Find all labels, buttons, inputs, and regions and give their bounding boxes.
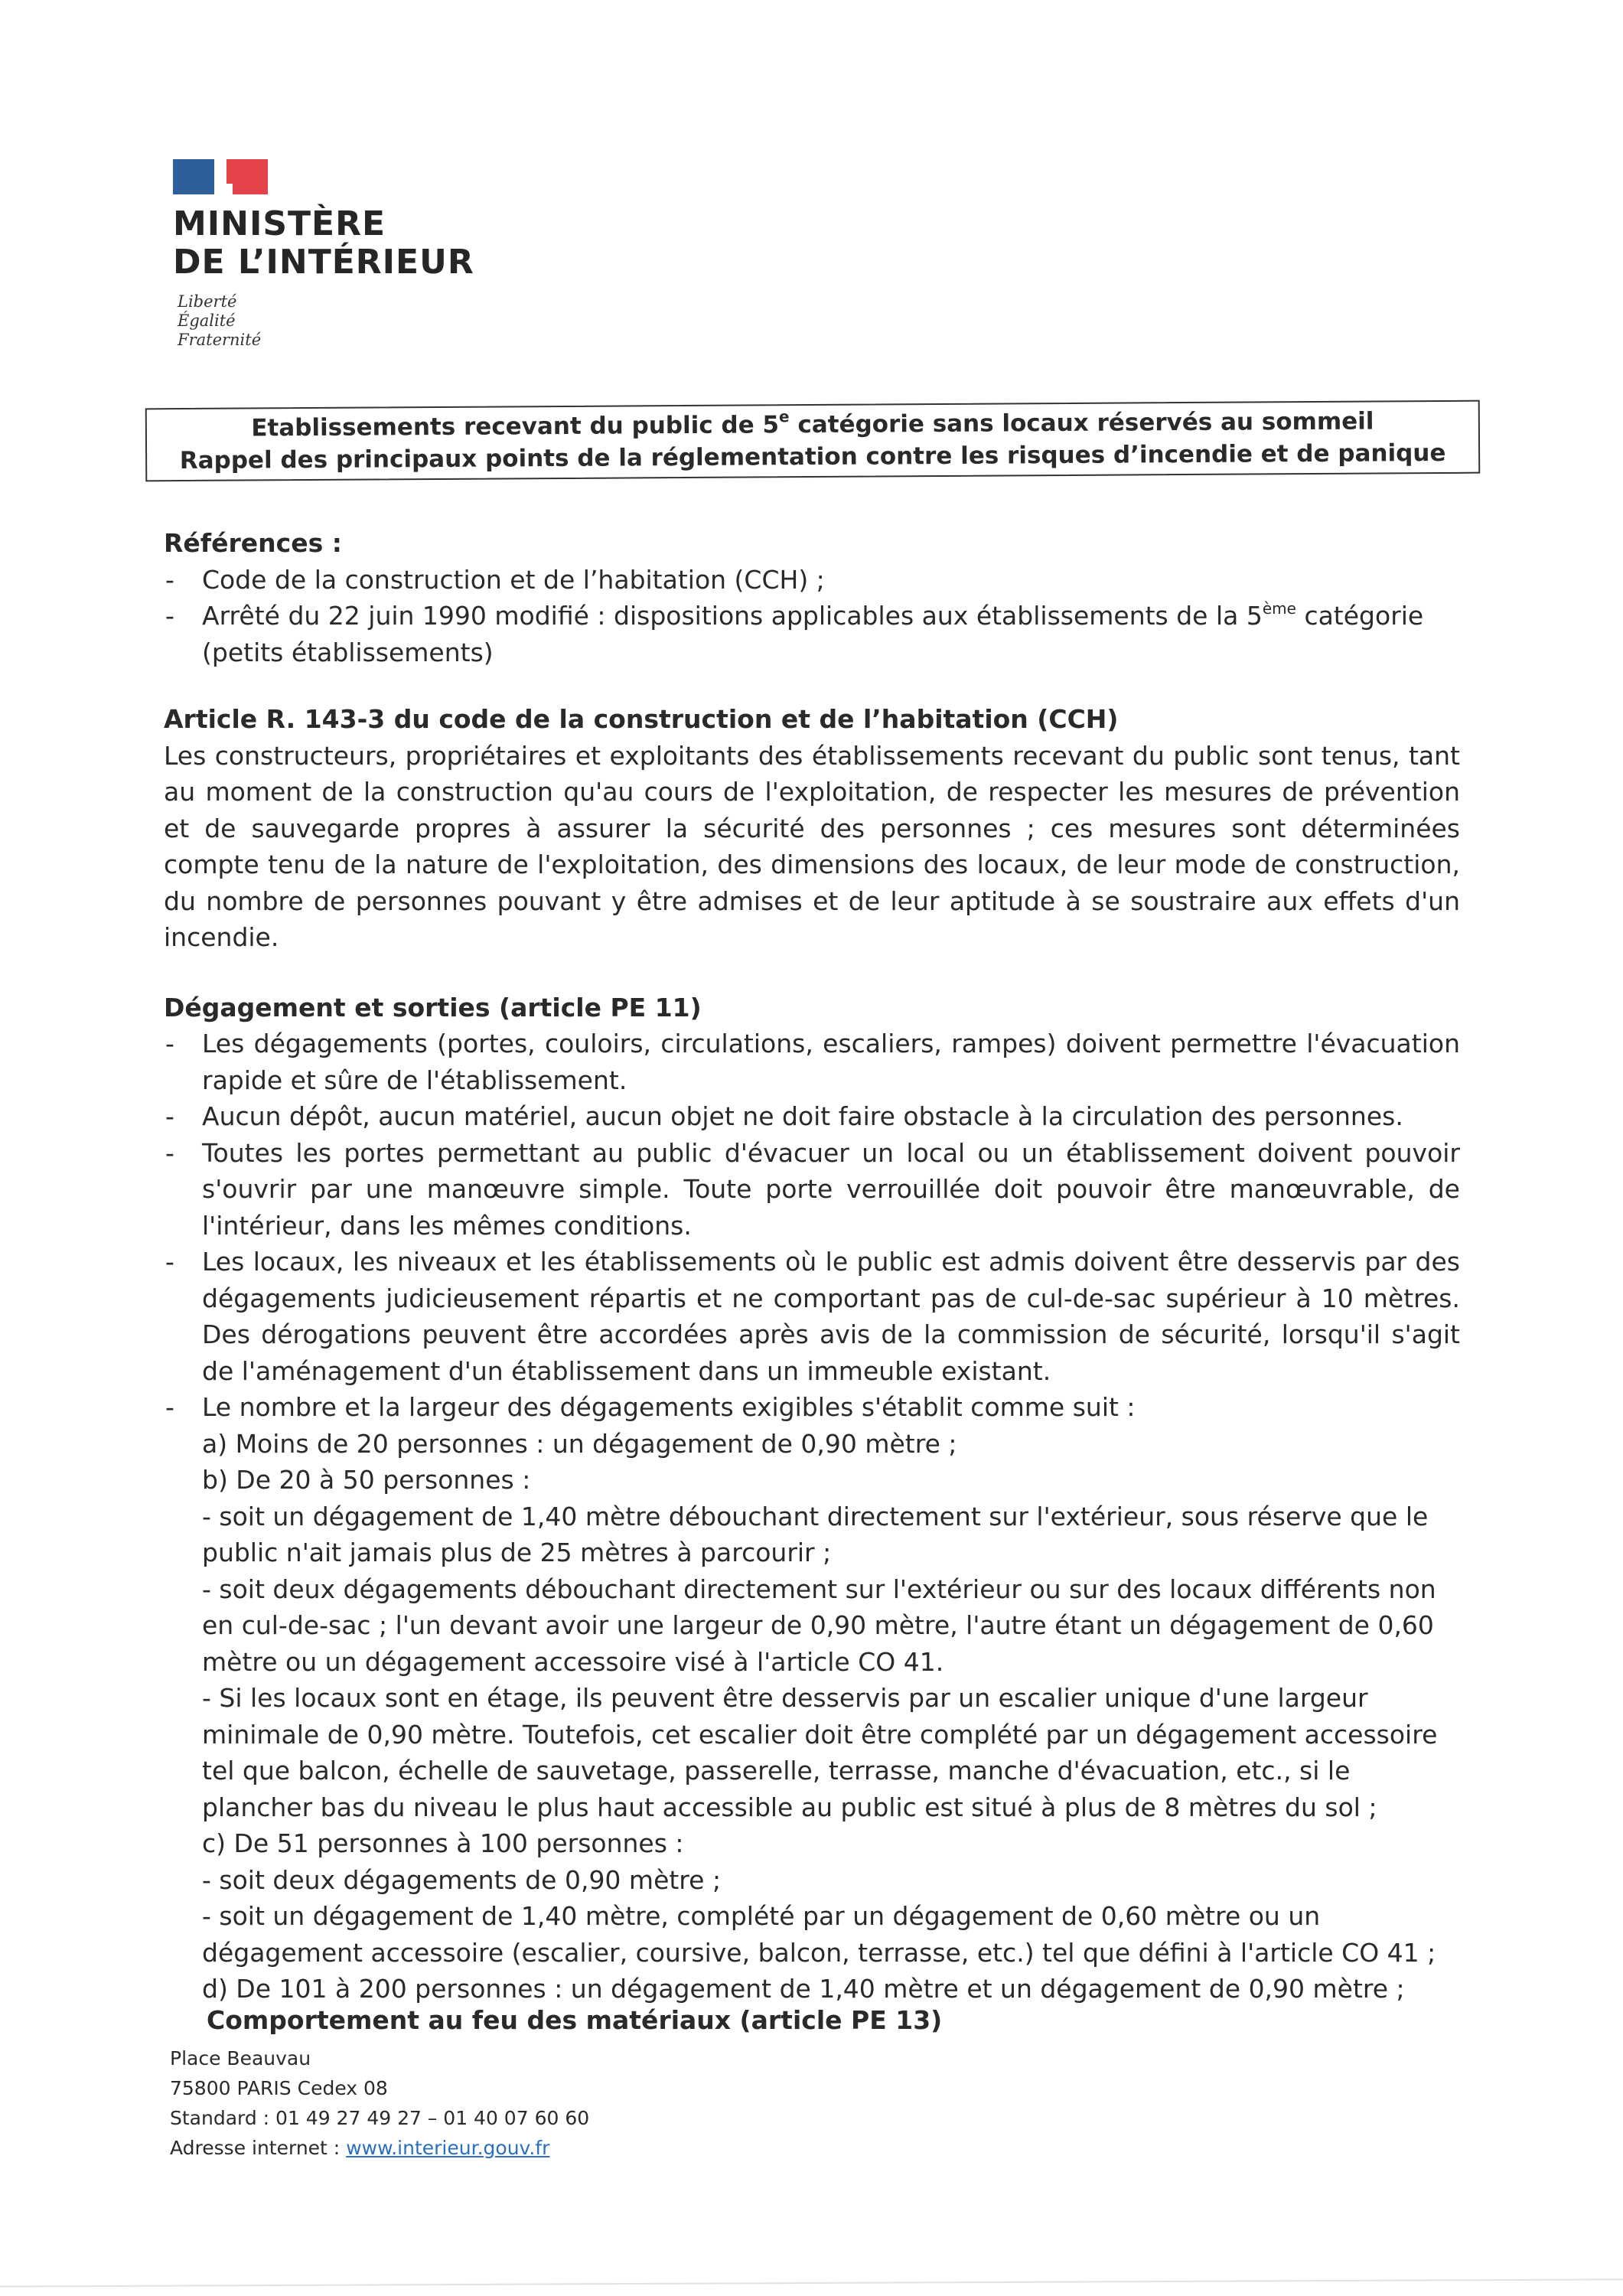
document-title-box [145, 400, 1481, 482]
motto-liberte: Liberté [178, 292, 237, 311]
document-body [164, 525, 1460, 2007]
article-r143-body: Les constructeurs, propriétaires et exploitants des établissements recevant du public sont tenus, tant au moment de la construction qu'au cours de l'exploitation, de respecter les mesures de prévention et de sauvegarde propres à assurer la sécurité des personnes ; ces mesures sont déterminées compte tenu de la nature de l'exploitation, des dimensions des locaux, de leur mode de construction, du nombre de personnes pouvant y être admises et de leur aptitude à se soustraire aux effets d'un incendie. [164, 740, 1460, 952]
title-superscript: e [778, 407, 790, 426]
ministry-line-1: MINISTÈRE [173, 204, 386, 243]
capacity-rule-c-option-2: - soit un dégagement de 1,40 mètre, complété par un dégagement de 0,60 mètre ou un dégagement accessoire (escalier, coursive, balcon, terrasse, etc.) tel que défini à l'article CO 41 ; [202, 1901, 1436, 1968]
degagement-item-text: Le nombre et la largeur des dégagements exigibles s'établit comme suit : [202, 1392, 1136, 1422]
republic-motto [178, 292, 261, 350]
reference-text: Arrêté du 22 juin 1990 modifié : dispositions applicables aux établissements de la 5 [202, 601, 1263, 631]
degagement-item: - Toutes les portes permettant au public d'évacuer un local ou un établissement doivent pouvoir s'ouvrir par une manœuvre simple. Toute porte verrouillée doit pouvoir être manœuvrable, de l'intérieur, dans les mêmes conditions. [164, 1135, 1460, 1244]
scan-edge-line [0, 2278, 1623, 2287]
capacity-rule-b-floors: - Si les locaux sont en étage, ils peuvent être desservis par un escalier unique d'une largeur minimale de 0,90 mètre. Toutefois, cet escalier doit être complété par un dégagement accessoire tel que balcon, échelle de sauvetage, passerelle, terrasse, manche d'évacuation, etc., si le plancher bas du niveau le plus haut accessible au public est situé à plus de 8 mètres du sol ; [202, 1683, 1438, 1822]
degagement-item: - Aucun dépôt, aucun matériel, aucun objet ne doit faire obstacle à la circulation des personnes. [164, 1098, 1460, 1135]
comportement-heading: Comportement au feu des matériaux (article PE 13) [207, 2005, 943, 2035]
motto-fraternite: Fraternité [178, 331, 262, 349]
marianne-flag-icon [173, 159, 268, 194]
capacity-rule-a: a) Moins de 20 personnes : un dégagement de 0,90 mètre ; [202, 1428, 957, 1459]
footer-website-label: Adresse internet : [170, 2137, 347, 2159]
references-list [164, 562, 1460, 671]
flag-red-block [227, 159, 268, 194]
degagement-item: - Les locaux, les niveaux et les établissements où le public est admis doivent être desservis par des dégagements judicieusement répartis et ne comportant pas de cul-de-sac supérieur à 10 mètres. Des dérogations peuvent être accordées après avis de la commission de sécurité, lorsqu'il s'agit de l'aménagement d'un établissement dans un immeuble existant. [164, 1244, 1460, 1389]
title-line-2: Rappel des principaux points de la réglementation contre les risques d’incendie et de panique [179, 439, 1446, 475]
title-line-1-text: Etablissements recevant du public de 5 [251, 411, 780, 442]
flag-blue-block [173, 159, 214, 194]
footer-contact [170, 2043, 589, 2163]
capacity-rule-c: c) De 51 personnes à 100 personnes : [202, 1828, 684, 1858]
capacity-rule-b: b) De 20 à 50 personnes : [202, 1465, 531, 1495]
references-heading: Références : [164, 528, 342, 558]
reference-item [164, 562, 1460, 598]
degagements-heading: Dégagement et sorties (article PE 11) [164, 992, 702, 1022]
degagement-item [164, 1389, 1460, 2007]
website-link[interactable]: www.interieur.gouv.fr [346, 2137, 550, 2159]
footer-website [170, 2133, 589, 2163]
title-line-1-text-end: catégorie sans locaux réservés au sommeil [789, 407, 1374, 439]
reference-text-end: catégorie (petits établissements) [202, 601, 1424, 667]
reference-text: Code de la construction et de l’habitation (CCH) ; [202, 564, 825, 595]
capacity-rule-c-option-1: - soit deux dégagements de 0,90 mètre ; [202, 1864, 722, 1895]
ministry-name [173, 205, 474, 282]
degagements-list [164, 1026, 1460, 2007]
capacity-rule-b-option-2: - soit deux dégagements débouchant directement sur l'extérieur ou sur des locaux différents non en cul-de-sac ; l'un devant avoir une largeur de 0,90 mètre, l'autre étant un dégagement de 0,60 mètre ou un dégagement accessoire visé à l'article CO 41. [202, 1574, 1436, 1677]
motto-egalite: Égalité [178, 311, 236, 330]
capacity-rule-d: d) De 101 à 200 personnes : un dégagement de 1,40 mètre et un dégagement de 0,90 mètre ; [202, 1974, 1405, 2004]
footer-address-line-2: 75800 PARIS Cedex 08 [170, 2077, 388, 2099]
reference-superscript: ème [1262, 599, 1296, 618]
article-r143-heading: Article R. 143-3 du code de la construction et de l’habitation (CCH) [164, 704, 1119, 734]
reference-item [164, 598, 1460, 670]
footer-phone: Standard : 01 49 27 49 27 – 01 40 07 60 60 [170, 2107, 590, 2129]
degagement-item: - Les dégagements (portes, couloirs, circulations, escaliers, rampes) doivent permettre l'évacuation rapide et sûre de l'établissement. [164, 1026, 1460, 1098]
ministry-line-2: DE L’INTÉRIEUR [173, 243, 474, 282]
capacity-rule-b-option-1: - soit un dégagement de 1,40 mètre débouchant directement sur l'extérieur, sous réserve que le public n'ait jamais plus de 25 mètres à parcourir ; [202, 1501, 1429, 1567]
footer-address-line-1: Place Beauvau [170, 2047, 311, 2069]
